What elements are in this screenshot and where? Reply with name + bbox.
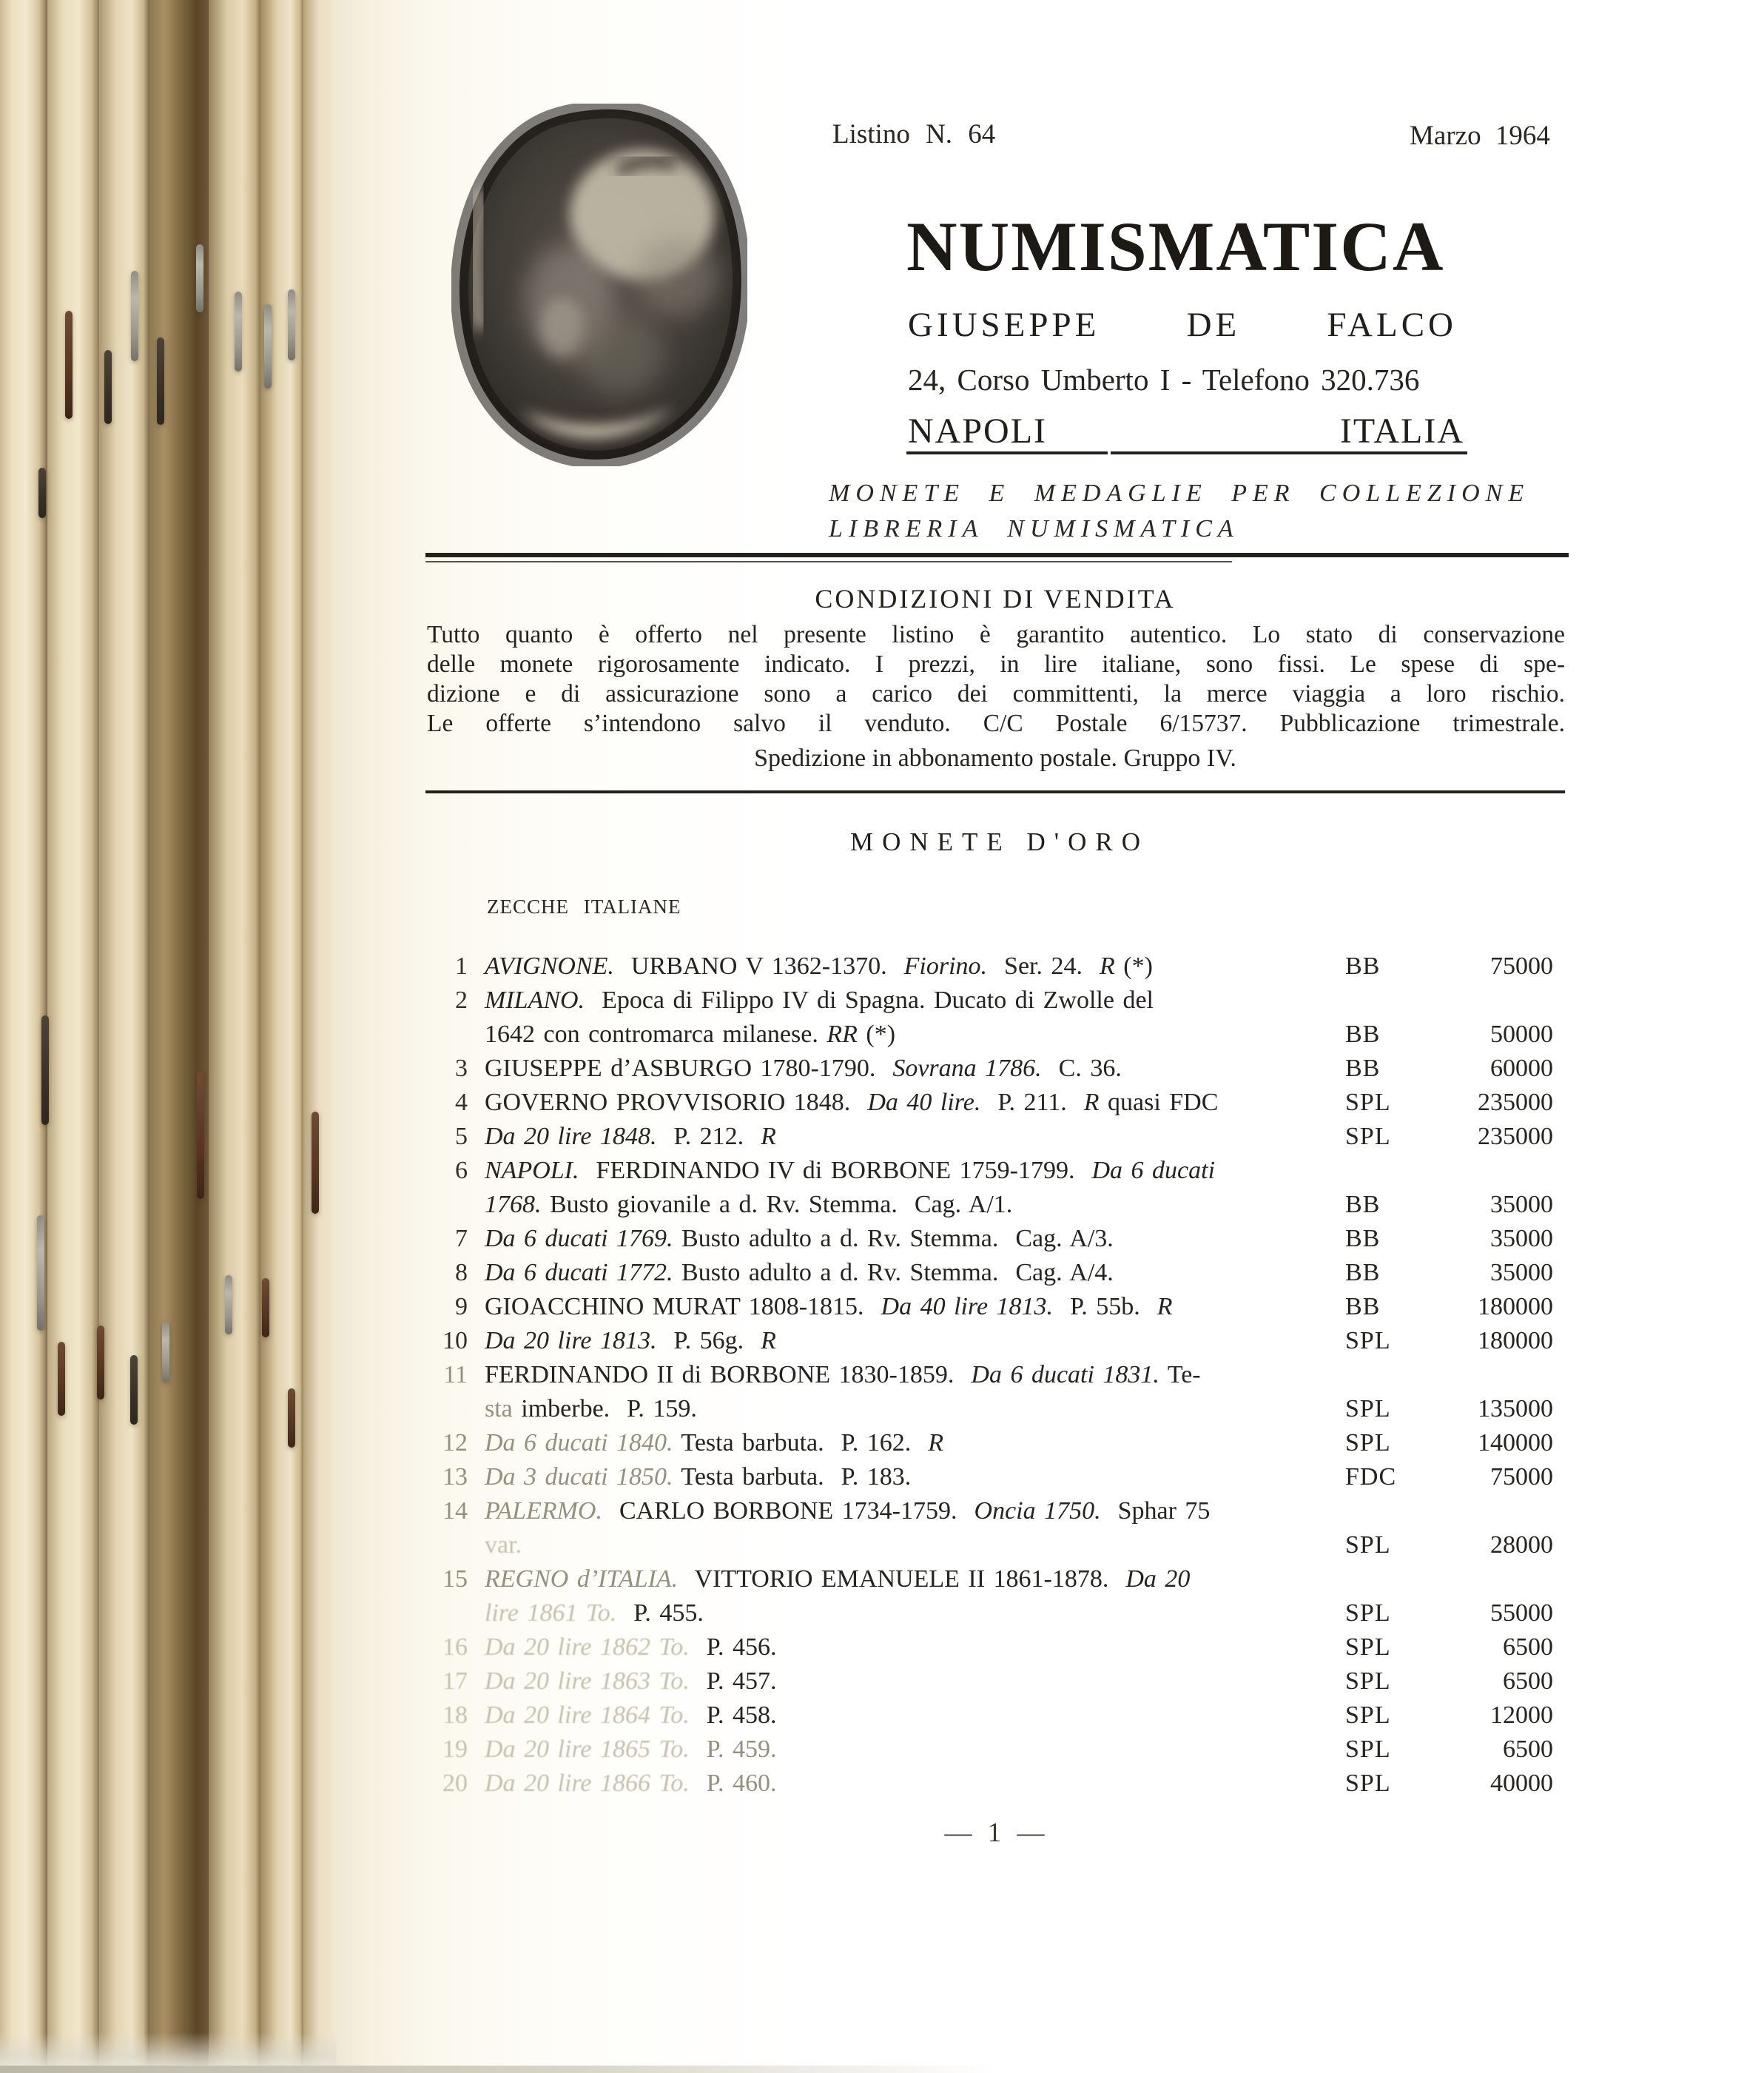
staple-icon bbox=[157, 337, 164, 425]
listing-row bbox=[425, 950, 1553, 984]
listing-row bbox=[425, 1460, 1553, 1494]
item-grade: SPL bbox=[1345, 1599, 1391, 1627]
description-line bbox=[485, 1052, 1313, 1086]
item-price: 135000 bbox=[1478, 1395, 1553, 1422]
staple-icon bbox=[288, 289, 295, 360]
listing-row bbox=[425, 984, 1553, 1052]
item-number: 12 bbox=[442, 1429, 468, 1457]
description-line bbox=[485, 1528, 1313, 1562]
coin-photo bbox=[451, 104, 747, 466]
description-line bbox=[485, 1596, 1313, 1630]
description-segment: Da 40 lire. bbox=[867, 1089, 981, 1116]
description-line bbox=[485, 1256, 1313, 1290]
conditions-line: Le offerte s’intendono salvo il venduto. C/C Postale 6/15737. Pubblicazione trimestrale. bbox=[427, 710, 1565, 737]
item-grade: SPL bbox=[1345, 1429, 1391, 1457]
item-number: 8 bbox=[455, 1259, 468, 1286]
item-grade: BB bbox=[1345, 952, 1381, 980]
listing-row bbox=[425, 1120, 1553, 1154]
description-segment: Da 20 lire 1813. bbox=[485, 1327, 657, 1354]
description-segment: sta bbox=[485, 1395, 513, 1422]
description-segment: GOVERNO PROVVISORIO 1848. bbox=[485, 1089, 868, 1116]
listing-row bbox=[425, 1733, 1553, 1767]
description-line bbox=[485, 1324, 1313, 1358]
date-label: Marzo 1964 bbox=[1410, 121, 1550, 151]
item-description bbox=[468, 1426, 1313, 1460]
description-segment: P. 459. bbox=[689, 1736, 777, 1763]
description-segment: Da 20 lire 1863 To. bbox=[485, 1667, 690, 1695]
conditions-line: dizione e di assicurazione sono a carico dei committenti, la merce viaggia a loro rischio. bbox=[427, 680, 1565, 708]
item-price: 50000 bbox=[1490, 1021, 1553, 1048]
description-segment: MILANO. bbox=[485, 987, 585, 1014]
tagline-line-1: MONETE E MEDAGLIE PER COLLEZIONE bbox=[829, 480, 1530, 507]
description-segment: Ser. 24. bbox=[987, 952, 1100, 980]
item-number: 14 bbox=[442, 1497, 468, 1525]
item-number: 1 bbox=[455, 952, 468, 980]
description-line bbox=[485, 1290, 1313, 1324]
tagline-line-2: LIBRERIA NUMISMATICA bbox=[829, 515, 1239, 542]
description-line bbox=[485, 1222, 1313, 1256]
listing-row bbox=[425, 1494, 1553, 1562]
staple-icon bbox=[264, 304, 272, 389]
item-grade: SPL bbox=[1345, 1327, 1391, 1354]
description-segment: Da 20 lire 1866 To. bbox=[485, 1770, 690, 1797]
description-segment: FERDINANDO II di BORBONE 1830-1859. bbox=[485, 1361, 972, 1388]
item-description bbox=[468, 984, 1313, 1052]
item-number: 4 bbox=[455, 1089, 468, 1116]
description-segment: Da 20 bbox=[1125, 1565, 1191, 1593]
description-segment: Da 6 ducati 1769. bbox=[485, 1225, 673, 1252]
item-grade: SPL bbox=[1345, 1395, 1391, 1422]
listing-row bbox=[425, 1630, 1553, 1664]
city-country-line bbox=[908, 411, 1464, 451]
item-description bbox=[468, 1256, 1313, 1290]
item-grade: BB bbox=[1345, 1191, 1381, 1218]
description-line bbox=[485, 984, 1313, 1018]
divider bbox=[1111, 451, 1467, 454]
description-segment: AVIGNONE. bbox=[485, 952, 614, 980]
description-line bbox=[485, 1630, 1313, 1664]
description-segment: P. 212. bbox=[656, 1123, 761, 1150]
item-number: 15 bbox=[442, 1565, 468, 1593]
staple-icon bbox=[37, 1215, 44, 1331]
owner-word: GIUSEPPE bbox=[908, 306, 1100, 344]
item-number: 17 bbox=[442, 1667, 468, 1695]
item-number: 3 bbox=[455, 1055, 468, 1082]
staple-icon bbox=[97, 1326, 104, 1400]
description-segment: Da 40 lire 1813. bbox=[881, 1293, 1054, 1320]
item-description bbox=[468, 1052, 1313, 1086]
description-segment: REGNO d’ITALIA. bbox=[485, 1565, 679, 1593]
item-grade: SPL bbox=[1345, 1531, 1391, 1559]
staple-icon bbox=[288, 1388, 295, 1448]
page-edge bbox=[47, 0, 99, 2073]
description-segment: Da 20 lire 1865 To. bbox=[485, 1736, 690, 1763]
item-grade: BB bbox=[1345, 1225, 1381, 1252]
description-segment: Busto giovanile a d. Rv. Stemma. Cag. A/1. bbox=[541, 1191, 1013, 1218]
item-description bbox=[468, 1358, 1313, 1426]
item-grade: FDC bbox=[1345, 1463, 1397, 1491]
description-segment: R bbox=[761, 1123, 776, 1150]
description-segment: Da 6 ducati 1831. bbox=[971, 1361, 1159, 1388]
description-line bbox=[485, 1018, 1313, 1052]
shipping-note: Spedizione in abbonamento postale. Gruppo IV. bbox=[754, 745, 1236, 772]
description-segment: Oncia 1750. bbox=[974, 1497, 1101, 1525]
page-edge bbox=[0, 0, 47, 2073]
description-segment: P. 56g. bbox=[656, 1327, 761, 1354]
description-segment: 1768. bbox=[485, 1191, 542, 1218]
description-segment: FERDINANDO IV di BORBONE 1759-1799. bbox=[579, 1157, 1092, 1184]
staple-icon bbox=[130, 1355, 138, 1425]
description-segment: R bbox=[1099, 952, 1115, 980]
divider bbox=[425, 561, 1232, 562]
description-line bbox=[485, 1120, 1313, 1154]
item-grade: SPL bbox=[1345, 1123, 1391, 1150]
description-line bbox=[485, 1426, 1313, 1460]
description-segment: var. bbox=[485, 1531, 522, 1559]
conditions-line: delle monete rigorosamente indicato. I prezzi, in lire italiane, sono fissi. Le spese di spe- bbox=[427, 651, 1565, 678]
item-grade: BB bbox=[1345, 1055, 1381, 1082]
description-line bbox=[485, 1664, 1313, 1699]
description-segment: Testa barbuta. P. 183. bbox=[673, 1463, 912, 1491]
description-segment: GIUSEPPE d’ASBURGO 1780-1790. bbox=[485, 1055, 893, 1082]
item-description bbox=[468, 1664, 1313, 1699]
owner-word: DE bbox=[1186, 306, 1241, 344]
description-segment: (*) bbox=[857, 1021, 896, 1048]
item-description bbox=[468, 1494, 1313, 1562]
listing-row bbox=[425, 1664, 1553, 1699]
item-price: 6500 bbox=[1503, 1667, 1553, 1695]
staple-icon bbox=[65, 311, 73, 419]
brand-title: NUMISMATICA bbox=[906, 207, 1445, 286]
description-segment: Fiorino. bbox=[903, 952, 988, 980]
listing-row bbox=[425, 1562, 1553, 1630]
listing-row bbox=[425, 1290, 1553, 1324]
staple-icon bbox=[131, 271, 138, 361]
item-grade: SPL bbox=[1345, 1089, 1391, 1116]
description-segment: P. 55b. bbox=[1053, 1293, 1157, 1320]
item-grade: BB bbox=[1345, 1259, 1381, 1286]
item-description bbox=[468, 1562, 1313, 1630]
listing-row bbox=[425, 1426, 1553, 1460]
description-line bbox=[485, 1460, 1313, 1494]
description-segment: Da 6 ducati bbox=[1091, 1157, 1216, 1184]
description-segment: Da 3 ducati 1850. bbox=[485, 1463, 673, 1491]
description-segment: Da 6 ducati 1840. bbox=[485, 1429, 673, 1457]
item-description bbox=[468, 1733, 1313, 1767]
issue-label: Listino N. 64 bbox=[832, 119, 996, 149]
item-price: 12000 bbox=[1490, 1701, 1553, 1729]
description-segment: VITTORIO EMANUELE II 1861-1878. bbox=[678, 1565, 1126, 1593]
item-number: 16 bbox=[442, 1633, 468, 1661]
description-segment: P. 457. bbox=[689, 1667, 777, 1695]
item-price: 28000 bbox=[1490, 1531, 1553, 1559]
description-segment: CARLO BORBONE 1734-1759. bbox=[602, 1497, 974, 1525]
description-line bbox=[485, 1767, 1313, 1801]
item-description bbox=[468, 1699, 1313, 1733]
description-segment: R bbox=[928, 1429, 944, 1457]
listing-row bbox=[425, 1358, 1553, 1426]
listing-row bbox=[425, 1052, 1553, 1086]
address-line: 24, Corso Umberto I - Telefono 320.736 bbox=[908, 363, 1420, 397]
item-description bbox=[468, 1222, 1313, 1256]
staple-icon bbox=[225, 1275, 232, 1334]
description-segment: Te- bbox=[1159, 1361, 1201, 1388]
page-edge bbox=[303, 0, 337, 2073]
description-segment: Da 20 lire 1862 To. bbox=[485, 1633, 690, 1661]
item-price: 40000 bbox=[1490, 1770, 1553, 1797]
staple-icon bbox=[162, 1322, 169, 1382]
item-price: 235000 bbox=[1478, 1089, 1553, 1116]
description-segment: RR bbox=[827, 1021, 858, 1048]
staple-icon bbox=[41, 1015, 49, 1125]
item-grade: SPL bbox=[1345, 1770, 1391, 1797]
item-grade: SPL bbox=[1345, 1633, 1391, 1661]
item-price: 180000 bbox=[1478, 1293, 1553, 1320]
description-segment: GIOACCHINO MURAT 1808-1815. bbox=[485, 1293, 881, 1320]
item-number: 6 bbox=[455, 1157, 468, 1184]
staple-icon bbox=[312, 1112, 319, 1214]
description-segment: imberbe. P. 159. bbox=[512, 1395, 697, 1422]
description-segment: Da 20 lire 1864 To. bbox=[485, 1701, 690, 1729]
item-description bbox=[468, 1290, 1313, 1324]
description-segment: P. 460. bbox=[689, 1770, 777, 1797]
item-number: 10 bbox=[442, 1327, 468, 1354]
item-description bbox=[468, 1767, 1313, 1801]
description-line bbox=[485, 1392, 1313, 1426]
description-segment: lire 1861 To. bbox=[485, 1599, 617, 1627]
item-description bbox=[468, 1120, 1313, 1154]
item-number: 20 bbox=[442, 1770, 468, 1797]
page-number: — 1 — bbox=[944, 1818, 1046, 1848]
description-segment: quasi FDC bbox=[1099, 1089, 1219, 1116]
item-grade: SPL bbox=[1345, 1667, 1391, 1695]
staple-icon bbox=[235, 292, 242, 372]
staple-icon bbox=[38, 468, 46, 518]
description-segment: (*) bbox=[1114, 952, 1153, 980]
description-segment: Busto adulto a d. Rv. Stemma. Cag. A/4. bbox=[673, 1259, 1114, 1286]
staple-icon bbox=[197, 1072, 204, 1199]
item-description bbox=[468, 1630, 1313, 1664]
description-line bbox=[485, 1699, 1313, 1733]
item-price: 6500 bbox=[1503, 1633, 1553, 1661]
listing-rows bbox=[425, 950, 1553, 1801]
conditions-body bbox=[427, 620, 1565, 739]
item-number: 5 bbox=[455, 1123, 468, 1150]
country-label: ITALIA bbox=[1339, 411, 1464, 451]
description-segment: R bbox=[761, 1327, 776, 1354]
item-number: 2 bbox=[455, 987, 468, 1014]
description-segment: Da 6 ducati 1772. bbox=[485, 1259, 673, 1286]
item-number: 11 bbox=[443, 1361, 468, 1388]
description-segment: URBANO V 1362-1370. bbox=[613, 952, 904, 980]
description-line bbox=[485, 1188, 1313, 1222]
item-description bbox=[468, 950, 1313, 984]
staple-icon bbox=[104, 350, 112, 424]
description-line bbox=[485, 1494, 1313, 1528]
divider bbox=[425, 790, 1565, 793]
item-grade: BB bbox=[1345, 1021, 1381, 1048]
description-line bbox=[485, 1733, 1313, 1767]
staple-icon bbox=[196, 244, 203, 312]
city-label: NAPOLI bbox=[908, 411, 1047, 451]
listing-row bbox=[425, 1222, 1553, 1256]
owner-word: FALCO bbox=[1327, 306, 1457, 344]
description-segment: Da 20 lire 1848. bbox=[485, 1123, 657, 1150]
staple-icon bbox=[262, 1278, 269, 1337]
item-price: 140000 bbox=[1478, 1429, 1553, 1457]
description-segment: Busto adulto a d. Rv. Stemma. Cag. A/3. bbox=[673, 1225, 1114, 1252]
description-segment: P. 455. bbox=[616, 1599, 704, 1627]
item-price: 235000 bbox=[1478, 1123, 1553, 1150]
subsection-title: ZECCHE ITALIANE bbox=[487, 896, 681, 918]
stacked-page-edges bbox=[0, 0, 337, 2073]
item-price: 35000 bbox=[1490, 1259, 1553, 1286]
listing-row bbox=[425, 1086, 1553, 1120]
listing-row bbox=[425, 1256, 1553, 1290]
item-description bbox=[468, 1154, 1313, 1222]
item-price: 55000 bbox=[1490, 1599, 1553, 1627]
item-price: 6500 bbox=[1503, 1736, 1553, 1763]
description-line bbox=[485, 950, 1313, 984]
item-grade: SPL bbox=[1345, 1736, 1391, 1763]
listing-row bbox=[425, 1699, 1553, 1733]
item-description bbox=[468, 1086, 1313, 1120]
description-segment: NAPOLI. bbox=[485, 1157, 579, 1184]
item-description bbox=[468, 1324, 1313, 1358]
description-segment: R bbox=[1157, 1293, 1173, 1320]
item-price: 75000 bbox=[1490, 1463, 1553, 1491]
page-edge bbox=[99, 0, 149, 2073]
item-price: 75000 bbox=[1490, 952, 1553, 980]
section-title: MONETE D'ORO bbox=[849, 827, 1150, 856]
divider bbox=[906, 451, 1108, 454]
item-number: 13 bbox=[442, 1463, 468, 1491]
description-segment: C. 36. bbox=[1041, 1055, 1122, 1082]
conditions-line: Tutto quanto è offerto nel presente listino è garantito autentico. Lo stato di conservazione bbox=[427, 621, 1565, 648]
conditions-title: CONDIZIONI DI VENDITA bbox=[815, 584, 1176, 614]
listing-row bbox=[425, 1767, 1553, 1801]
item-price: 35000 bbox=[1490, 1225, 1553, 1252]
item-number: 18 bbox=[442, 1701, 468, 1729]
description-segment: P. 456. bbox=[689, 1633, 777, 1661]
listing-row bbox=[425, 1324, 1553, 1358]
listing-row bbox=[425, 1154, 1553, 1222]
staple-icon bbox=[58, 1342, 65, 1416]
item-description bbox=[468, 1460, 1313, 1494]
description-segment: P. 458. bbox=[689, 1701, 777, 1729]
description-segment: PALERMO. bbox=[485, 1497, 602, 1525]
description-line bbox=[485, 1086, 1313, 1120]
description-segment: Sovrana 1786. bbox=[892, 1055, 1042, 1082]
description-segment: Sphar 75 bbox=[1100, 1497, 1211, 1525]
description-segment: Epoca di Filippo IV di Spagna. Ducato di Zwolle del bbox=[585, 987, 1154, 1014]
item-grade: BB bbox=[1345, 1293, 1381, 1320]
owner-name bbox=[908, 305, 1457, 345]
description-segment: Testa barbuta. P. 162. bbox=[673, 1429, 929, 1457]
item-number: 7 bbox=[455, 1225, 468, 1252]
description-line bbox=[485, 1562, 1313, 1596]
item-price: 180000 bbox=[1478, 1327, 1553, 1354]
description-segment: 1642 con contromarca milanese. bbox=[485, 1021, 827, 1048]
item-price: 35000 bbox=[1490, 1191, 1553, 1218]
divider bbox=[425, 553, 1569, 557]
description-line bbox=[485, 1358, 1313, 1392]
item-price: 60000 bbox=[1490, 1055, 1553, 1082]
item-number: 9 bbox=[455, 1293, 468, 1320]
description-segment: R bbox=[1083, 1089, 1100, 1116]
description-segment: P. 211. bbox=[980, 1089, 1084, 1116]
item-number: 19 bbox=[442, 1736, 468, 1763]
description-line bbox=[485, 1154, 1313, 1188]
scan-bottom-edge bbox=[0, 2066, 999, 2073]
item-grade: SPL bbox=[1345, 1701, 1391, 1729]
